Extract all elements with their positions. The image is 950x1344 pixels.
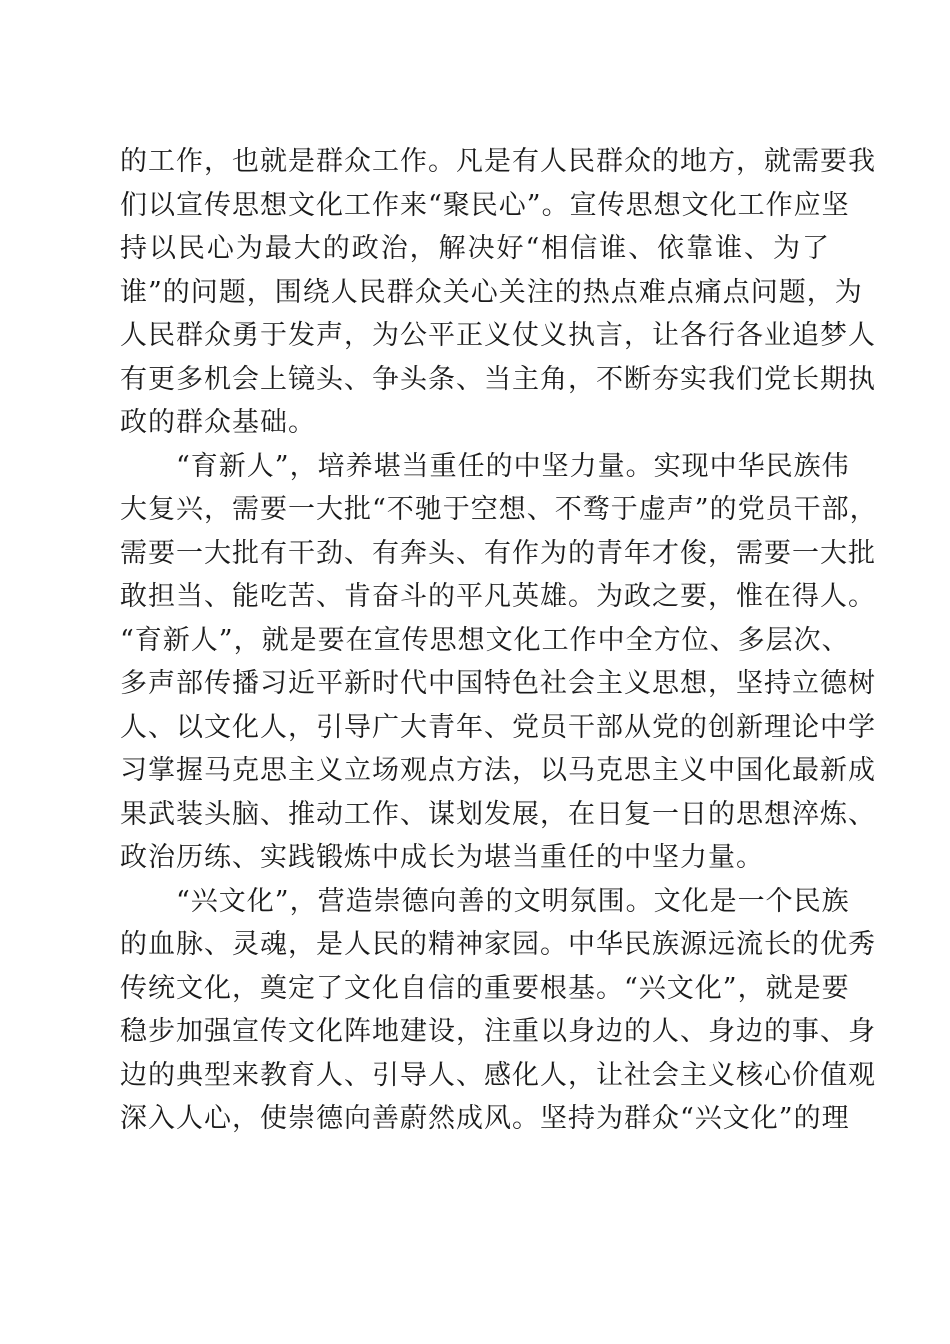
text-line: 人、以文化人，引导广大青年、党员干部从党的创新理论中学 bbox=[120, 711, 876, 743]
text-line: 的血脉、灵魂，是人民的精神家园。中华民族源远流长的优秀 bbox=[120, 929, 876, 960]
text-line: 果武装头脑、推动工作、谋划发展，在日复一日的思想淬炼、 bbox=[120, 798, 876, 830]
text-line: 有更多机会上镜头、争头条、当主角，不断夯实我们党长期执 bbox=[120, 363, 876, 395]
text-line: 深入人心，使崇德向善蔚然成风。坚持为群众“兴文化”的理 bbox=[120, 1103, 850, 1134]
document-page bbox=[120, 140, 878, 1141]
text-line: 需要一大批有干劲、有奔头、有作为的青年才俊，需要一大批 bbox=[120, 537, 876, 569]
text-line: 传统文化，奠定了文化自信的重要根基。“兴文化”，就是要 bbox=[120, 972, 850, 1004]
text-line: 敢担当、能吃苦、肯奋斗的平凡英雄。为政之要，惟在得人。 bbox=[120, 581, 876, 612]
text-line: 习掌握马克思主义立场观点方法，以马克思主义中国化最新成 bbox=[120, 755, 876, 786]
text-line: 人民群众勇于发声，为公平正义仗义执言，让各行各业追梦人 bbox=[120, 320, 876, 351]
text-line: “育新人”，就是要在宣传思想文化工作中全方位、多层次、 bbox=[120, 624, 850, 656]
text-line: 持以民心为最大的政治，解决好“相信谁、依靠谁、为了 bbox=[120, 233, 830, 264]
text-line: 谁”的问题，围绕人民群众关心关注的热点难点痛点问题，为 bbox=[120, 276, 863, 308]
text-line: 稳步加强宣传文化阵地建设，注重以身边的人、身边的事、身 bbox=[120, 1016, 876, 1047]
text-line: 政的群众基础。 bbox=[120, 407, 316, 438]
text-line: 政治历练、实践锻炼中成长为堪当重任的中坚力量。 bbox=[120, 842, 764, 873]
text-line: “兴文化”，营造崇德向善的文明氛围。文化是一个民族 bbox=[176, 885, 850, 917]
text-line: 边的典型来教育人、引导人、感化人，让社会主义核心价值观 bbox=[120, 1059, 876, 1091]
paragraph-2 bbox=[120, 445, 878, 880]
text-line: 们以宣传思想文化工作来“聚民心”。宣传思想文化工作应坚 bbox=[120, 189, 850, 221]
text-line: “育新人”，培养堪当重任的中坚力量。实现中华民族伟 bbox=[176, 450, 850, 482]
text-line: 大复兴，需要一大批“不驰于空想、不骛于虚声”的党员干部， bbox=[120, 494, 878, 525]
paragraph-1 bbox=[120, 140, 876, 445]
paragraph-3 bbox=[120, 880, 876, 1141]
text-line: 的工作，也就是群众工作。凡是有人民群众的地方，就需要我 bbox=[120, 146, 876, 177]
text-line: 多声部传播习近平新时代中国特色社会主义思想，坚持立德树 bbox=[120, 668, 876, 699]
